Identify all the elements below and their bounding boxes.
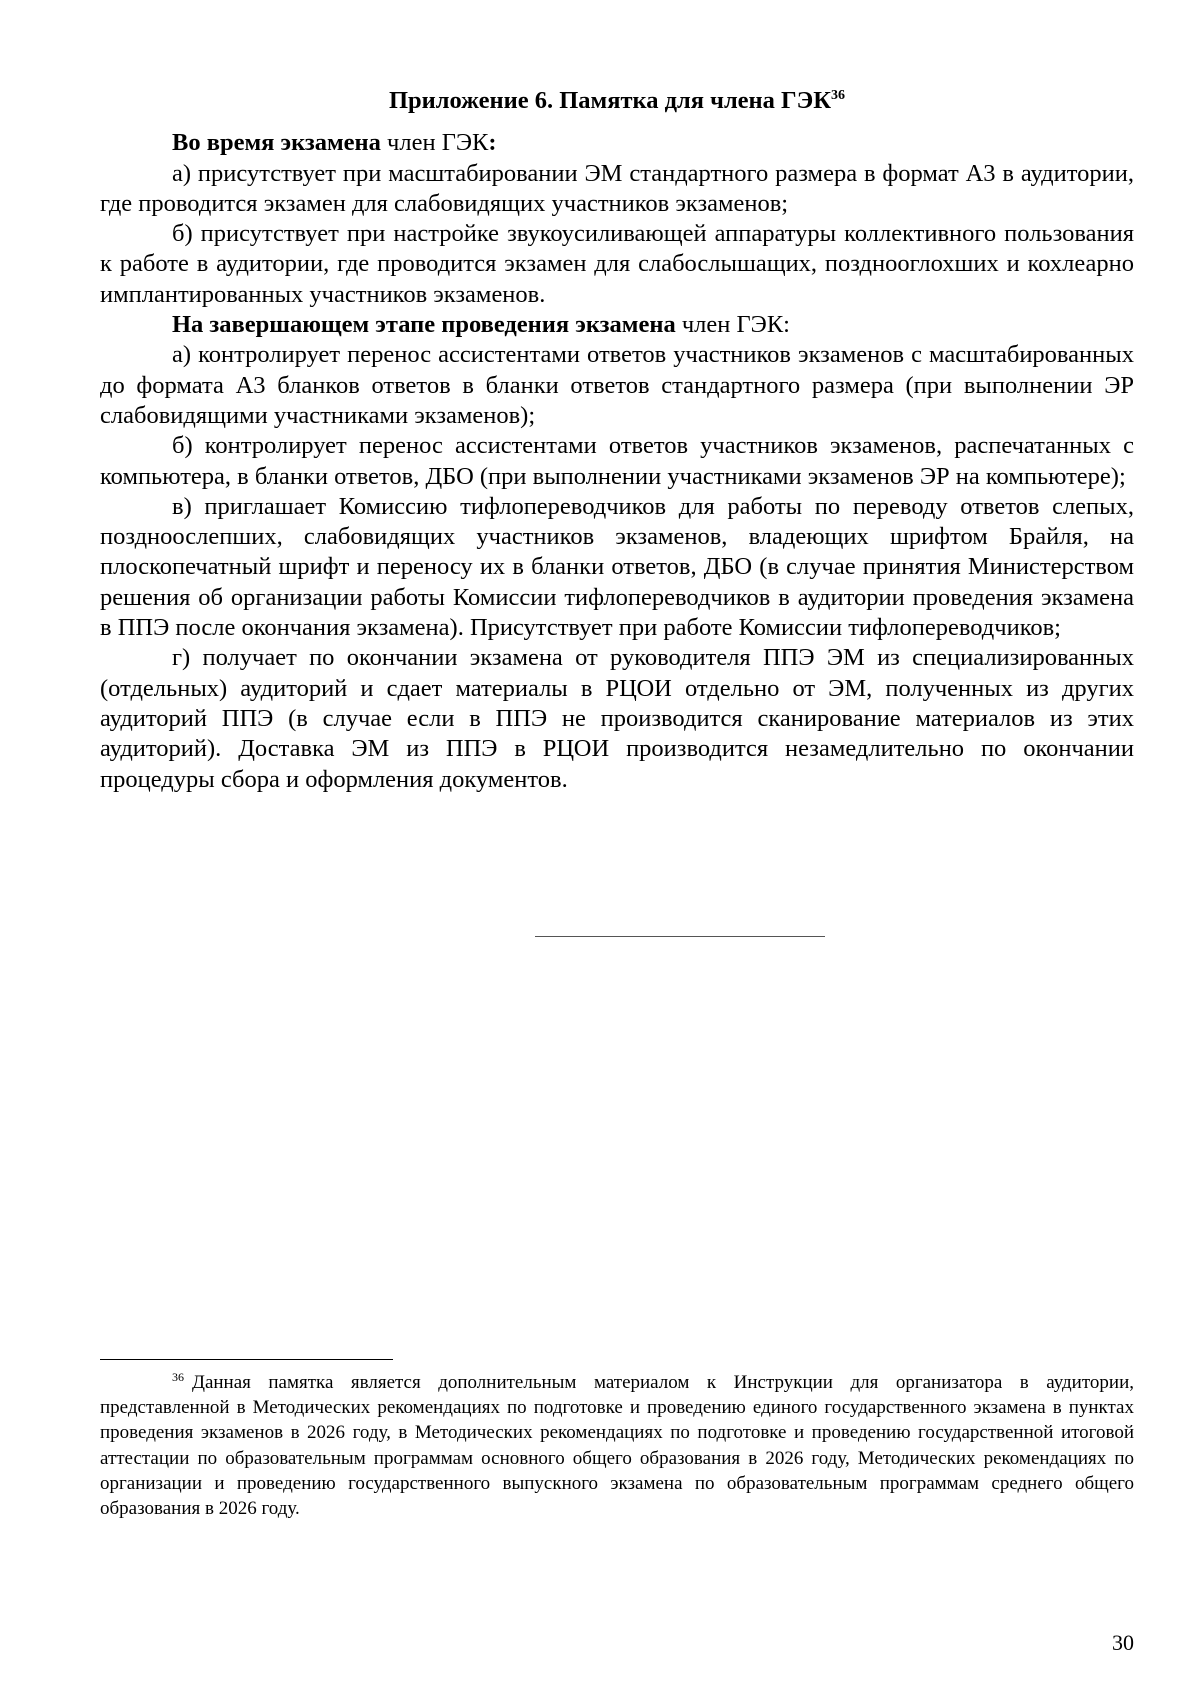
footnote-text: Данная памятка является дополнительным материалом к Инструкции для организатора в аудитории, представленной в Методических рекомендациях по подготовке и проведению единого государственного экзамена в пунктах проведения экзаменов в 2026 году, в Методических рекомендациях по подготовке и проведению государственной итоговой аттестации по образовательным программам основного общего образования в 2026 году, Методических рекомендациях по организации и проведению государственного выпускного экзамена по образовательным программам среднего общего образования в 2026 году. [100,1372,1134,1520]
section2-item-b: б) контролирует перенос ассистентами ответов участников экзаменов, распечатанных с компьютера, в бланки ответов, ДБО (при выполнении участниками экзаменов ЭР на компьютере); [100,432,1134,490]
section2-item-g: г) получает по окончании экзамена от руководителя ППЭ ЭМ из специализированных (отдельных) аудиторий и сдает материалы в РЦОИ отдельно от ЭМ, полученных из других аудиторий ППЭ (в случае если в ППЭ не производится сканирование материалов из этих аудиторий). Доставка ЭМ из ППЭ в РЦОИ производится незамедлительно по окончании процедуры сбора и оформления документов. [100,644,1134,793]
footnote-rule [100,1359,393,1360]
footnote-number: 36 [172,1369,184,1384]
section2-item-a: а) контролирует перенос ассистентами ответов участников экзаменов с масштабированных до формата А3 бланков ответов в бланки ответов стандартного размера (при выполнении ЭР слабовидящими участниками экзаменов); [100,341,1134,429]
section2-heading-rest: член ГЭК: [675,311,790,339]
title-footnote-ref[interactable]: 36 [831,87,846,103]
section1-item-a: а) присутствует при масштабировании ЭМ стандартного размера в формат А3 в аудитории, где проводится экзамен для слабовидящих участников экзаменов; [100,159,1134,217]
section1-heading-rest: член ГЭК [380,129,489,157]
section1-heading-bold: Во время экзамена [172,129,381,157]
title-text: Приложение 6. Памятка для члена ГЭК [388,87,832,114]
page-number: 30 [1112,1630,1134,1655]
section2-heading [100,310,1134,340]
section2-item-v: в) приглашает Комиссию тифлопереводчиков для работы по переводу ответов слепых, поздноослепших, слабовидящих участников экзаменов, владеющих шрифтом Брайля, на плоскопечатный шрифт и переносу их в бланки ответов, ДБО (в случае принятия Министерством решения об организации работы Комиссии тифлопереводчиков в аудитории проведения экзамена в ППЭ после окончания экзамена). Присутствует при работе Комиссии тифлопереводчиков; [100,492,1134,642]
footnote [100,1370,1134,1521]
section1-item-b: б) присутствует при настройке звукоусиливающей аппаратуры коллективного пользования к работе в аудитории, где проводится экзамен для слабослышащих, позднооглохших и кохлеарно имплантированных участников экзаменов. [100,220,1134,308]
section1-heading-colon: : [488,129,497,157]
page-title [100,86,1134,116]
main-content [100,86,1134,795]
section1-heading [100,128,1134,158]
section-separator-line [535,936,825,937]
section2-heading-bold: На завершающем этапе проведения экзамена [172,311,676,339]
